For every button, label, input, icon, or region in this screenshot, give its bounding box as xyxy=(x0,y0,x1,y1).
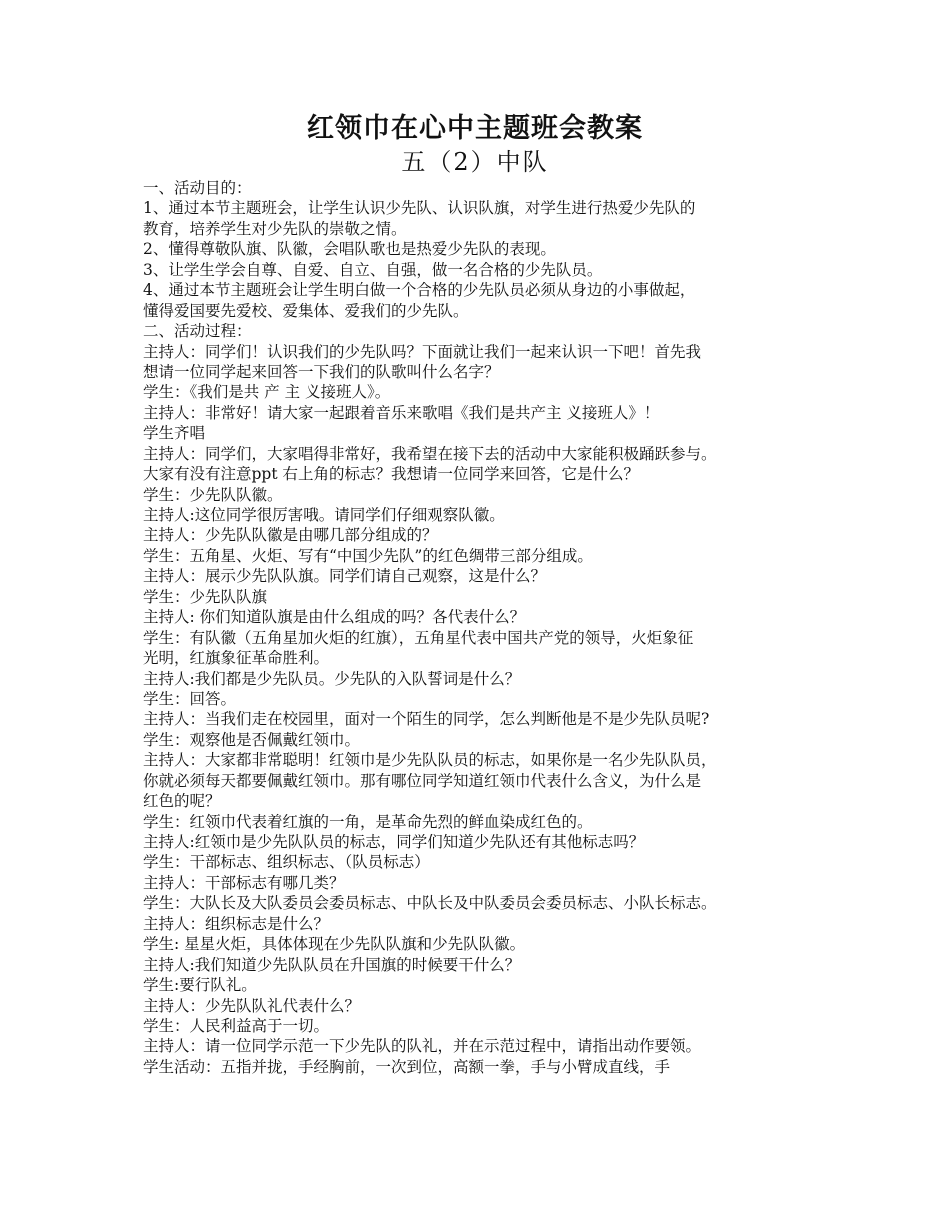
text-line: 学生活动：五指并拢，手经胸前，一次到位，高额一拳，手与小臂成直线，手 xyxy=(143,1057,671,1076)
text-line: 主持人：少先队队徽是由哪几部分组成的？ xyxy=(143,526,438,545)
text-line: 你就必须每天都要佩戴红领巾。那有哪位同学知道红领巾代表什么含义，为什么是 xyxy=(143,771,702,790)
text-line: 主持人：当我们走在校园里，面对一个陌生的同学，怎么判断他是不是少先队员呢? xyxy=(143,710,710,729)
text-line: 主持人：干部标志有哪几类？ xyxy=(143,873,345,892)
text-line: 懂得爱国要先爱校、爱集体、爱我们的少先队。 xyxy=(143,301,469,320)
text-line: 学生：少先队队旗 xyxy=(143,587,268,606)
text-line: 主持人：请一位同学示范一下少先队的队礼，并在示范过程中，请指出动作要领。 xyxy=(143,1037,702,1056)
text-line: 主持人：同学们，大家唱得非常好，我希望在接下去的活动中大家能积极踊跃参与。 xyxy=(143,444,717,463)
text-line: 光明，红旗象征革命胜利。 xyxy=(143,649,330,668)
document-subtitle: 五（2）中队 xyxy=(401,148,549,176)
text-line: 学生：干部标志、组织标志、（队员标志） xyxy=(143,853,430,872)
text-line: 4、通过本节主题班会让学生明白做一个合格的少先队员必须从身边的小事做起， xyxy=(143,281,696,300)
text-line: 学生：回答。 xyxy=(143,689,237,708)
text-line: 教育，培养学生对少先队的崇敬之情。 xyxy=(143,219,407,238)
text-line: 学生: 星星火炬，具体体现在少先队队旗和少先队队徽。 xyxy=(143,935,526,954)
text-line: 主持人：少先队队礼代表什么？ xyxy=(143,996,361,1015)
text-line: 一、活动目的： xyxy=(143,179,252,197)
text-line: 学生齐唱 xyxy=(143,424,206,443)
text-line: 3、让学生学会自尊、自爱、自立、自强，做一名合格的少先队员。 xyxy=(143,260,603,279)
text-line: 学生：大队长及大队委员会委员标志、中队长及中队委员会委员标志、小队长标志。 xyxy=(143,894,717,913)
text-line: 主持人：组织标志是什么？ xyxy=(143,914,330,933)
text-line: 学生：有队徽（五角星加火炬的红旗），五角星代表中国共产党的领导，火炬象征 xyxy=(143,628,694,647)
text-line: 学生：观察他是否佩戴红领巾。 xyxy=(143,730,361,749)
text-line: 主持人:我们都是少先队员。少先队的入队誓词是什么？ xyxy=(143,669,521,688)
text-line: 主持人：同学们！认识我们的少先队吗？下面就让我们一起来认识一下吧！首先我 xyxy=(143,342,702,361)
text-line: 学生：五角星、火炬、写有“中国少先队”的红色绸带三部分组成。 xyxy=(143,546,593,565)
text-line: 主持人：展示少先队队旗。同学们请自己观察，这是什么？ xyxy=(143,567,547,586)
text-line: 学生：《我们是共 产 主 义接班人》。 xyxy=(143,383,391,402)
text-line: 主持人：非常好！请大家一起跟着音乐来歌唱《我们是共产主 义接班人》！ xyxy=(143,403,660,422)
text-line: 二、活动过程： xyxy=(143,322,252,341)
text-line: 主持人：大家都非常聪明！红领巾是少先队队员的标志，如果你是一名少先队队员， xyxy=(143,751,717,770)
text-line: 想请一位同学起来回答一下我们的队歌叫什么名字？ xyxy=(143,362,500,381)
text-line: 主持人: 你们知道队旗是由什么组成的吗？各代表什么？ xyxy=(143,608,526,627)
document-title: 红领巾在心中主题班会教案 xyxy=(307,113,643,144)
document-body xyxy=(143,178,833,1077)
text-line: 学生：少先队队徽。 xyxy=(143,485,283,504)
text-line: 1、通过本节主题班会，让学生认识少先队、认识队旗，对学生进行热爱少先队的 xyxy=(143,199,696,218)
text-line: 主持人:红领巾是少先队队员的标志，同学们知道少先队还有其他标志吗？ xyxy=(143,833,645,851)
text-line: 2、懂得尊敬队旗、队徽，会唱队歌也是热爱少先队的表现。 xyxy=(143,240,556,259)
text-line: 学生：人民利益高于一切。 xyxy=(143,1016,330,1035)
text-line: 学生:要行队礼。 xyxy=(143,976,257,995)
text-line: 红色的呢？ xyxy=(143,792,221,811)
text-line: 大家有没有注意ppt 右上角的标志？我想请一位同学来回答，它是什么？ xyxy=(143,465,640,484)
text-line: 学生：红领巾代表着红旗的一角，是革命先烈的鲜血染成红色的。 xyxy=(143,812,593,831)
text-line: 主持人:我们知道少先队队员在升国旗的时候要干什么？ xyxy=(143,955,521,974)
text-line: 主持人:这位同学很厉害哦。请同学们仔细观察队徽。 xyxy=(143,506,505,524)
